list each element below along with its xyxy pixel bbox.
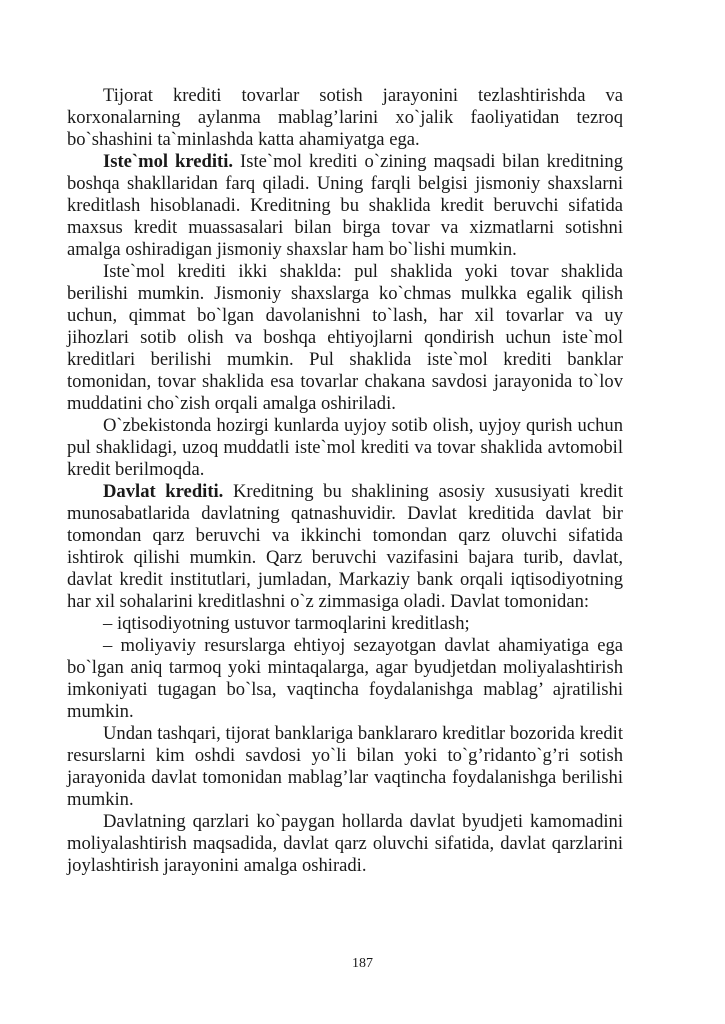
paragraph-state-credit	[67, 481, 623, 613]
paragraph-uzbekistan-credit	[67, 415, 623, 481]
paragraph-trade-credit	[67, 85, 623, 151]
paragraph-consumer-credit	[67, 151, 623, 261]
paragraph-text: Iste`mol krediti o`zining maqsadi bilan kreditning boshqa shakllaridan farq qiladi. Uning farqli belgisi jismoniy shaxslarni kreditlash hisoblanadi. Kreditning bu shaklida kredit beruvchi sifatida maxsus kredit muassasalari bilan birga tovar va xizmatlarni sotishni amalga oshiradigan jismoniy shaxslar ham bo`lishi mumkin.	[67, 151, 623, 260]
paragraph-text: Kreditning bu shaklining asosiy xususiyati kredit munosabatlarida davlatning qatnashuvidir. Davlat kreditida davlat bir tomondan qarz beruvchi va ikkinchi tomondan qarz oluvchi sifatida ishtirok qilishi mumkin. Qarz beruvchi vazifasini bajara turib, davlat, davlat kredit institutlari, jumladan, Markaziy bank orqali iqtisodiyotning har xil sohalarini kreditlashni o`z zimmasiga oladi. Davlat tomonidan:	[67, 481, 624, 612]
paragraph-text: Davlatning qarzlari ko`paygan hollarda davlat byudjeti kamomadini moliyalashtirish maqsadida, davlat qarz oluvchi sifatida, davlat qarzlarini joylashtirish jarayonini amalga oshiradi.	[67, 811, 623, 876]
paragraph-text: Undan tashqari, tijorat banklariga banklararo kreditlar bozorida kredit resurslarni kim oshdi savdosi yo`li bilan yoki to`g’ridanto`g’ri sotish jarayonida davlat tomonidan mablag’lar vaqtincha foydalanishga berilishi mumkin.	[67, 723, 623, 810]
page-number: 187	[352, 956, 373, 971]
document-body	[67, 85, 623, 877]
section-heading-state-credit: Davlat krediti.	[103, 481, 224, 502]
list-item-financial-resources	[67, 635, 623, 723]
section-heading-consumer-credit: Iste`mol krediti.	[103, 151, 234, 172]
list-item-priority-sectors	[67, 613, 623, 635]
paragraph-interbank-credit	[67, 723, 623, 811]
paragraph-state-debt	[67, 811, 623, 877]
paragraph-text: Iste`mol krediti ikki shaklda: pul shaklida yoki tovar shaklida berilishi mumkin. Jismoniy shaxslarga ko`chmas mulkka egalik qilish uchun, qimmat bo`lgan davolanishni to`lash, har xil tovarlar va uy jihozlari sotib olish va boshqa ehtiyojlarni qondirish uchun iste`mol kreditlari berilishi mumkin. Pul shaklida iste`mol krediti banklar tomonidan, tovar shaklida esa tovarlar chakana savdosi jarayonida to`lov muddatini cho`zish orqali amalga oshiriladi.	[67, 261, 623, 414]
paragraph-consumer-credit-forms	[67, 261, 623, 415]
list-item-text: – moliyaviy resurslarga ehtiyoj sezayotgan davlat ahamiyatiga ega bo`lgan aniq tarmoq yoki mintaqalarga, agar byudjetdan moliyalashtirish imkoniyati tugagan bo`lsa, vaqtincha foydalanishga mablag’ ajratilishi mumkin.	[67, 635, 623, 722]
list-item-text: – iqtisodiyotning ustuvor tarmoqlarini kreditlash;	[103, 613, 470, 634]
paragraph-text: Tijorat krediti tovarlar sotish jarayonini tezlashtirishda va korxonalarning aylanma mablag’larini xo`jalik faoliyatidan tezroq bo`shashini ta`minlashda katta ahamiyatga ega.	[67, 85, 623, 150]
paragraph-text: O`zbekistonda hozirgi kunlarda uyjoy sotib olish, uyjoy qurish uchun pul shaklidagi, uzoq muddatli iste`mol krediti va tovar shaklida avtomobil kredit berilmoqda.	[67, 415, 623, 480]
